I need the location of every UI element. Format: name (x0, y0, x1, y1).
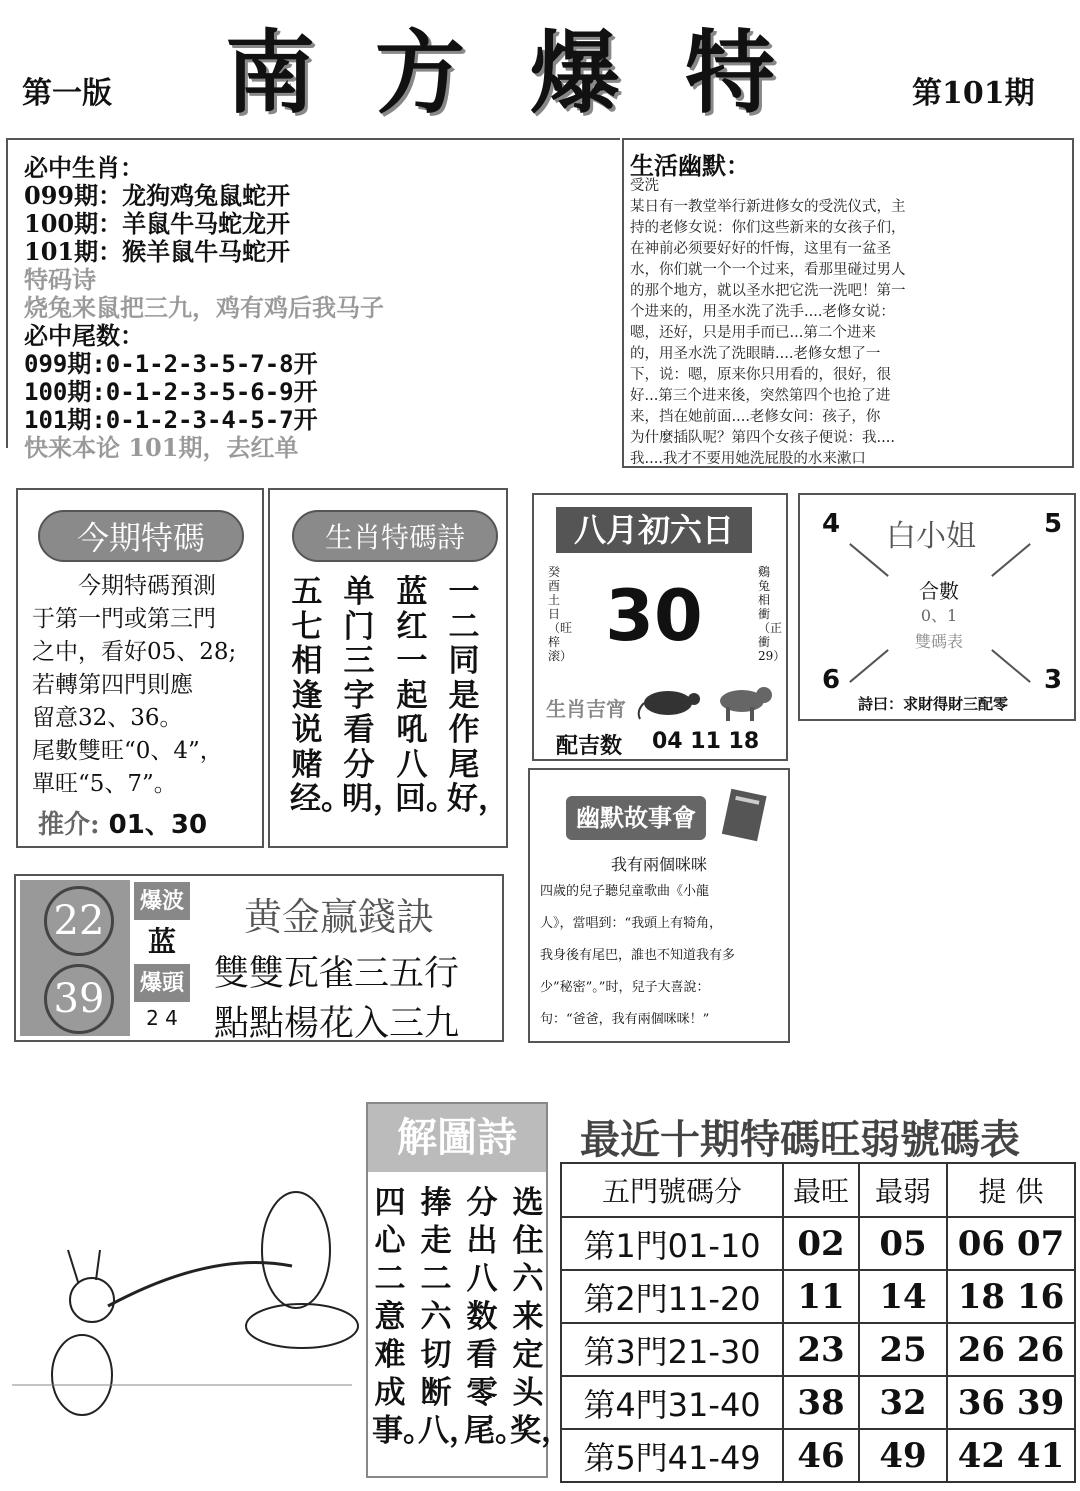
table-cell-number: 32 (859, 1376, 947, 1429)
calendar-panel (532, 493, 788, 761)
tail-value: 2 4 (146, 1006, 178, 1030)
label-baotou: 爆頭 (134, 964, 190, 1002)
table-header: 提 供 (947, 1163, 1075, 1217)
golden-panel (14, 874, 504, 1042)
edition-label: 第一版 (22, 76, 112, 111)
corner-number: 3 (1044, 665, 1063, 695)
calendar-right-note: 鷄兔相衝（正衝29） (758, 565, 786, 663)
poem-label: 特码诗 (24, 265, 96, 294)
rat-icon (636, 681, 706, 721)
poem-column: 蓝红一起吼八回。 (395, 574, 457, 817)
poem-column: 一二同是作尾好， (447, 574, 509, 817)
label-baobo: 爆波 (134, 882, 190, 920)
jinqi-line: 單旺“5、7”。 (32, 771, 177, 797)
table-header-row (561, 1163, 1075, 1217)
issue-label: 第101期 (912, 76, 1035, 111)
arrow-icon (991, 649, 1031, 683)
story-line: 少”秘密”。”时，兒子大喜說： (540, 980, 710, 995)
book-icon (720, 786, 770, 846)
table-row (561, 1270, 1075, 1323)
footer-faded: 快来本论 101期，去红单 (24, 433, 299, 462)
masthead-char-1: 南 (225, 20, 315, 126)
jinqi-panel (16, 488, 264, 848)
table-cell-number: 46 (783, 1429, 859, 1482)
table-cell-number: 38 (783, 1376, 859, 1429)
joke-line: 的那个地方，就以圣水把它洗一洗吧！第一 (630, 283, 906, 299)
jietu-column: 选住六来定头奖， (510, 1185, 572, 1449)
baixiaojie-poem: 詩曰：求財得財三配零 (858, 695, 1009, 713)
poem-column: 单门三字看分明， (342, 574, 404, 817)
golden-line: 雙雙瓦雀三五行 (214, 954, 460, 994)
number-table (560, 1162, 1076, 1483)
table-cell-number: 11 (783, 1270, 859, 1323)
joke-line: 在神前必须要好好的忏悔，这里有一盆圣 (630, 241, 891, 257)
jinqi-line: 今期特碼預測 (78, 573, 216, 599)
corner-number: 5 (1044, 509, 1063, 539)
story-panel (528, 768, 790, 1043)
heshu-value: 0、1 (920, 606, 958, 625)
table-cell-number: 05 (859, 1217, 947, 1270)
masthead-char-4: 特 (685, 20, 775, 126)
table-cell-number: 25 (859, 1323, 947, 1376)
story-title: 幽默故事會 (566, 796, 706, 840)
arrow-icon (991, 543, 1031, 577)
joke-subtitle: 受洗 (630, 178, 659, 194)
table-cell-range: 第2門11-20 (561, 1270, 783, 1323)
table-row (561, 1217, 1075, 1270)
golden-title: 黄金赢錢訣 (244, 895, 435, 939)
tail-row: 099期:0-1-2-3-5-7-8开 (24, 350, 318, 378)
jietu-column: 分出八数看零尾。 (464, 1185, 526, 1449)
joke-line: 下，说：嗯，原来你只用看的，很好，很 (630, 367, 891, 383)
table-cell-range: 第5門41-49 (561, 1429, 783, 1482)
table-cell-number: 42 41 (947, 1429, 1075, 1482)
table-cell-range: 第3門21-30 (561, 1323, 783, 1376)
jinqi-line: 于第一門或第三門 (32, 606, 216, 632)
tail-row: 101期:0-1-2-3-4-5-7开 (24, 406, 318, 434)
joke-line: 个进来的，用圣水洗了洗手....老修女说： (630, 304, 895, 320)
heshu-note: 雙碼表 (914, 632, 963, 651)
table-cell-number: 26 26 (947, 1323, 1075, 1376)
jinqi-line: 若轉第四門則應 (32, 672, 193, 698)
peishu-values: 04 11 18 (652, 729, 760, 754)
joke-line: 某日有一教堂举行新进修女的受洗仪式，主 (630, 199, 906, 215)
corner-number: 4 (822, 509, 841, 539)
joke-line: 好...第三个进来後，突然第四个也抢了进 (630, 388, 891, 404)
tuijie-value: 01、30 (108, 810, 208, 840)
zodiac-title: 必中生肖： (24, 153, 144, 182)
poem-faded: 烧兔来鼠把三九，鸡有鸡后我马子 (24, 293, 384, 322)
table-cell-number: 14 (859, 1270, 947, 1323)
baixiaojie-panel (798, 493, 1076, 721)
story-line: 句：“爸爸，我有兩個咪咪！” (540, 1012, 710, 1027)
masthead-char-2: 方 (375, 20, 465, 126)
peishu-label: 配吉数 (556, 733, 623, 759)
masthead-char-3: 爆 (530, 20, 620, 126)
jietu-column: 捧走二六切断八， (418, 1185, 480, 1449)
table-cell-number: 23 (783, 1323, 859, 1376)
joke-line: 嗯，还好，只是用手而已...第二个进来 (630, 325, 876, 341)
table-row (561, 1429, 1075, 1482)
tiger-icon (714, 681, 774, 725)
story-line: 人》，當唱到：“我頭上有犄角， (540, 916, 723, 931)
joke-title: 生活幽默： (630, 151, 750, 180)
story-headline: 我有兩個咪咪 (610, 855, 707, 874)
rabbit-stone-illustration (12, 1170, 362, 1440)
joke-line: 来，挡在她前面....老修女问：孩子，你 (630, 409, 881, 425)
joke-line: 的，用圣水洗了洗眼睛....老修女想了一 (630, 346, 881, 362)
jietu-column: 四心二意难成事。 (372, 1185, 434, 1449)
calendar-left-note: 癸酉土日（旺梓滚） (548, 565, 573, 663)
joke-line: 我....我才不要用她洗屁股的水来漱口 (630, 451, 866, 467)
heshu-label: 合數 (919, 579, 959, 603)
bizhong-panel (6, 138, 620, 462)
poem-column: 五七相逢说赌经。 (290, 574, 352, 817)
joke-line: 持的老修女说：你们这些新来的女孩子们， (630, 220, 906, 236)
shengxiao-poem-panel (268, 488, 508, 848)
tail-row: 100期:0-1-2-3-5-6-9开 (24, 378, 318, 406)
table-cell-number: 18 16 (947, 1270, 1075, 1323)
golden-line: 點點楊花入三九 (214, 1004, 460, 1044)
arrow-icon (849, 649, 889, 683)
calendar-date-title: 八月初六日 (556, 507, 752, 553)
baixiaojie-title: 白小姐 (886, 519, 976, 554)
table-row (561, 1323, 1075, 1376)
table-header: 五門號碼分 (561, 1163, 783, 1217)
jietu-panel (366, 1102, 572, 1478)
tail-title: 必中尾数： (24, 321, 144, 350)
jietu-title: 解圖詩 (368, 1104, 546, 1172)
table-cell-number: 49 (859, 1429, 947, 1482)
story-line: 我身後有尾巴，誰也不知道我有多 (540, 948, 736, 963)
table-row (561, 1376, 1075, 1429)
tuijie-label: 推介: (38, 810, 100, 840)
table-header: 最弱 (859, 1163, 947, 1217)
story-line: 四歲的兒子聽兒童歌曲《小龍 (540, 884, 710, 899)
calendar-day: 30 (605, 575, 703, 657)
joke-panel (622, 138, 1074, 468)
table-cell-number: 36 39 (947, 1376, 1075, 1429)
joke-line: 水，你们就一个一个过来，看那里碰过男人 (630, 262, 906, 278)
number-circle: 39 (44, 964, 114, 1034)
jinqi-line: 留意32、36。 (32, 705, 183, 731)
table-cell-range: 第1門01-10 (561, 1217, 783, 1270)
corner-number: 6 (822, 665, 841, 695)
calendar-label: 生肖吉宵 (546, 697, 626, 721)
table-title: 最近十期特碼旺弱號碼表 (580, 1116, 1020, 1163)
arrow-icon (849, 543, 889, 577)
jinqi-title: 今期特碼 (38, 510, 244, 562)
shengxiao-poem-title: 生肖特碼詩 (292, 510, 498, 562)
table-cell-number: 06 07 (947, 1217, 1075, 1270)
table-header: 最旺 (783, 1163, 859, 1217)
zodiac-row: 101期：猴羊鼠牛马蛇开 (24, 237, 291, 266)
jinqi-line: 之中，看好05、28; (32, 639, 237, 665)
zodiac-row: 100期：羊鼠牛马蛇龙开 (24, 209, 291, 238)
joke-line: 为什麼插队呢？第四个女孩子便说：我.... (630, 430, 895, 446)
jinqi-line: 尾數雙旺“0、4”， (32, 738, 223, 764)
color-value: 蓝 (147, 925, 176, 958)
table-cell-range: 第4門31-40 (561, 1376, 783, 1429)
zodiac-row: 099期：龙狗鸡兔鼠蛇开 (24, 181, 291, 210)
table-cell-number: 02 (783, 1217, 859, 1270)
number-circle: 22 (44, 886, 114, 956)
